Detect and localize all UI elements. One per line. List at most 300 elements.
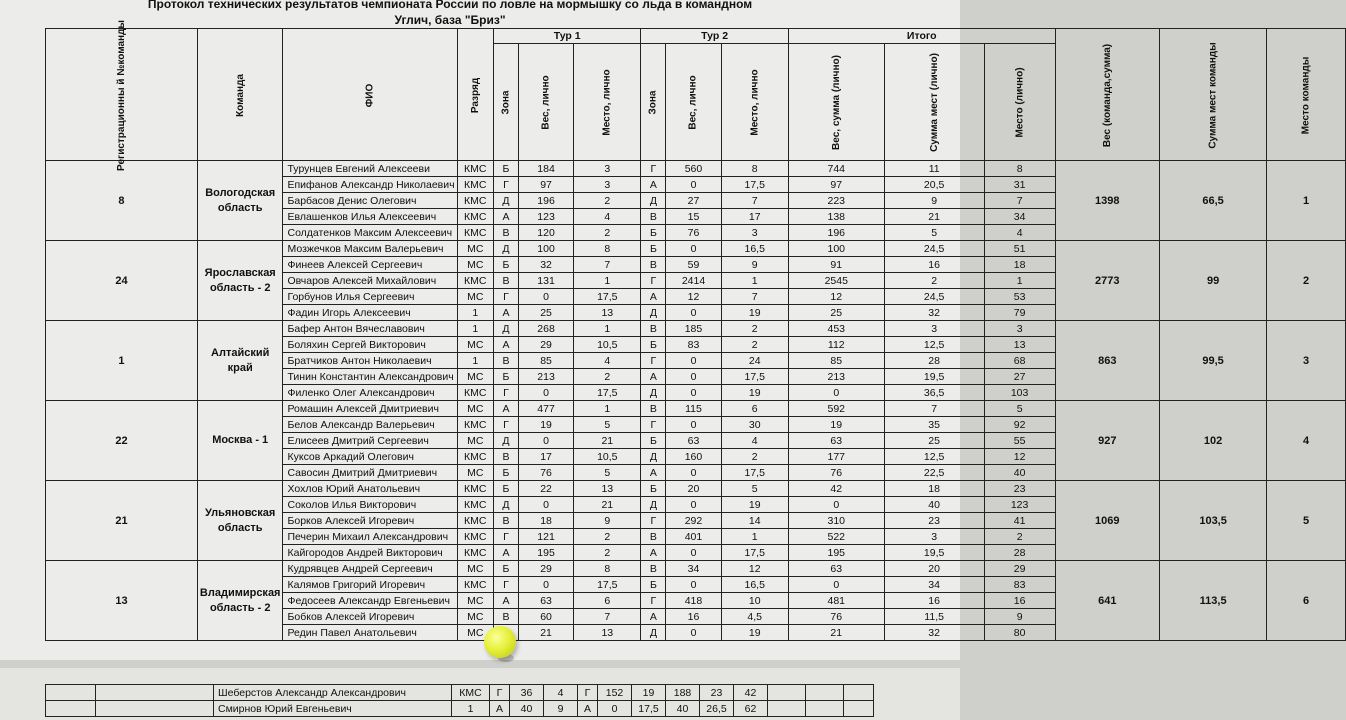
- cell-p2: 17,5: [721, 369, 788, 385]
- cell-w1: 76: [518, 465, 573, 481]
- team-name: Вологодская область: [197, 161, 283, 241]
- cell-ps: 16: [884, 593, 984, 609]
- cell-pf: 92: [984, 417, 1055, 433]
- cell-w2: 2414: [666, 273, 721, 289]
- cell-ps: 23: [884, 513, 984, 529]
- cell-z1: Д: [493, 241, 518, 257]
- cell-p2: 16,5: [721, 241, 788, 257]
- cell-p1: 2: [574, 369, 641, 385]
- cell-p1: 21: [574, 433, 641, 449]
- team-place: 4: [1267, 401, 1346, 481]
- cell-z2: Д: [641, 193, 666, 209]
- cell-pf: 18: [984, 257, 1055, 273]
- cell-z1: А: [493, 545, 518, 561]
- cell-w1: 40: [510, 701, 544, 717]
- cell-p2: 19: [632, 685, 666, 701]
- cell-rank: КМС: [457, 545, 493, 561]
- cell-p2: 7: [721, 193, 788, 209]
- athlete-name: Фадин Игорь Алексеевич: [283, 305, 457, 321]
- cell-p1: 13: [574, 481, 641, 497]
- cell-p2: 19: [721, 305, 788, 321]
- cell-z1: Д: [493, 497, 518, 513]
- cell-pf: 27: [984, 369, 1055, 385]
- push-pin-icon: [484, 626, 516, 658]
- cell-ps: 19,5: [884, 545, 984, 561]
- cell-w1: 60: [518, 609, 573, 625]
- cell-ps: 23: [700, 685, 734, 701]
- athlete-name: Боляхин Сергей Викторович: [283, 337, 457, 353]
- cell-z1: Б: [493, 481, 518, 497]
- cell-p2: 12: [721, 561, 788, 577]
- cell-ws: 76: [788, 609, 884, 625]
- athlete-name: Елисеев Дмитрий Сергеевич: [283, 433, 457, 449]
- cell-p1: 13: [574, 305, 641, 321]
- cell-z2: Б: [641, 577, 666, 593]
- cell-w1: 29: [518, 561, 573, 577]
- cell-z1: Д: [493, 433, 518, 449]
- col-rank: Разряд: [457, 29, 493, 161]
- cell-w2: 15: [666, 209, 721, 225]
- cell-pf: 42: [734, 685, 768, 701]
- cell-z2: Б: [641, 481, 666, 497]
- cell-rank: КМС: [457, 417, 493, 433]
- cell-ws: 97: [788, 177, 884, 193]
- cell-z1: В: [493, 449, 518, 465]
- cell-empty: [806, 701, 844, 717]
- team-place: 2: [1267, 241, 1346, 321]
- athlete-name: Солдатенков Максим Алексеевич: [283, 225, 457, 241]
- cell-ws: 85: [788, 353, 884, 369]
- col-weight1: Вес, лично: [518, 44, 573, 161]
- cell-rank: МС: [457, 257, 493, 273]
- cell-p2: 9: [721, 257, 788, 273]
- cell-pf: 4: [984, 225, 1055, 241]
- cell-w1: 18: [518, 513, 573, 529]
- cell-pf: 68: [984, 353, 1055, 369]
- col-place-final: Место (лично): [984, 44, 1055, 161]
- cell-ws: 63: [788, 561, 884, 577]
- cell-z2: Д: [641, 625, 666, 641]
- cell-empty: [96, 701, 214, 717]
- cell-p1: 2: [574, 193, 641, 209]
- cell-rank: МС: [457, 609, 493, 625]
- cell-w2: 0: [666, 625, 721, 641]
- cell-ws: 91: [788, 257, 884, 273]
- team-reg-number: 1: [46, 321, 198, 401]
- team-name: Алтайский край: [197, 321, 283, 401]
- cell-empty: [768, 685, 806, 701]
- cell-z2: Д: [641, 305, 666, 321]
- cell-p1: 21: [574, 497, 641, 513]
- cell-w1: 195: [518, 545, 573, 561]
- team-reg-number: 22: [46, 401, 198, 481]
- group-header-row: [46, 29, 1346, 44]
- cell-ws: 40: [666, 701, 700, 717]
- cell-z1: Г: [490, 685, 510, 701]
- cell-z1: Г: [493, 417, 518, 433]
- cell-z1: Г: [493, 385, 518, 401]
- cell-w2: 0: [666, 241, 721, 257]
- cell-ps: 24,5: [884, 289, 984, 305]
- cell-p1: 2: [574, 225, 641, 241]
- team-reg-number: 21: [46, 481, 198, 561]
- cell-pf: 28: [984, 545, 1055, 561]
- cell-z2: В: [641, 321, 666, 337]
- cell-rank: КМС: [457, 497, 493, 513]
- team-weight: 1069: [1055, 481, 1159, 561]
- cell-p2: 17,5: [632, 701, 666, 717]
- cell-w1: 19: [518, 417, 573, 433]
- cell-w2: 0: [666, 305, 721, 321]
- athlete-name: Бобков Алексей Игоревич: [283, 609, 457, 625]
- cell-z2: Б: [641, 241, 666, 257]
- cell-rank: 1: [452, 701, 490, 717]
- col-team-places: Сумма мест команды: [1159, 29, 1266, 161]
- cell-w1: 17: [518, 449, 573, 465]
- cell-rank: КМС: [457, 513, 493, 529]
- cell-w2: 83: [666, 337, 721, 353]
- cell-z2: В: [641, 561, 666, 577]
- athlete-name: Ромашин Алексей Дмитриевич: [283, 401, 457, 417]
- cell-w1: 131: [518, 273, 573, 289]
- col-team-weight: Вес (команда,сумма): [1055, 29, 1159, 161]
- cell-p1: 1: [574, 321, 641, 337]
- athlete-name: Калямов Григорий Игоревич: [283, 577, 457, 593]
- cell-p1: 2: [574, 529, 641, 545]
- cell-empty: [96, 685, 214, 701]
- cell-w2: 160: [666, 449, 721, 465]
- cell-rank: МС: [457, 561, 493, 577]
- cell-ps: 9: [884, 193, 984, 209]
- cell-ws: 744: [788, 161, 884, 177]
- team-weight: 2773: [1055, 241, 1159, 321]
- cell-p2: 17: [721, 209, 788, 225]
- cell-z1: Д: [493, 193, 518, 209]
- cell-p1: 9: [544, 701, 578, 717]
- cell-ws: 42: [788, 481, 884, 497]
- cell-w2: 0: [666, 497, 721, 513]
- cell-p1: 8: [574, 241, 641, 257]
- cell-ps: 25: [884, 433, 984, 449]
- cell-w2: 0: [666, 177, 721, 193]
- team-places: 102: [1159, 401, 1266, 481]
- table-row: [46, 321, 1346, 337]
- cell-p2: 19: [721, 625, 788, 641]
- cell-z1: В: [493, 225, 518, 241]
- cell-pf: 80: [984, 625, 1055, 641]
- team-places: 103,5: [1159, 481, 1266, 561]
- cell-w2: 0: [666, 577, 721, 593]
- cell-w1: 268: [518, 321, 573, 337]
- cell-z2: А: [578, 701, 598, 717]
- cell-pf: 12: [984, 449, 1055, 465]
- cell-w1: 100: [518, 241, 573, 257]
- col-place2: Место, лично: [721, 44, 788, 161]
- cell-w2: 560: [666, 161, 721, 177]
- cell-pf: 41: [984, 513, 1055, 529]
- cell-p2: 7: [721, 289, 788, 305]
- cell-ps: 18: [884, 481, 984, 497]
- cell-ws: 76: [788, 465, 884, 481]
- cell-w2: 418: [666, 593, 721, 609]
- table-row: [46, 161, 1346, 177]
- cell-w2: 292: [666, 513, 721, 529]
- cell-p2: 16,5: [721, 577, 788, 593]
- athlete-name: Борков Алексей Игоревич: [283, 513, 457, 529]
- col-places-sum: Сумма мест (лично): [884, 44, 984, 161]
- cell-w2: 0: [666, 465, 721, 481]
- cell-ws: 2545: [788, 273, 884, 289]
- cell-w2: 115: [666, 401, 721, 417]
- cell-ps: 32: [884, 305, 984, 321]
- cell-p2: 2: [721, 449, 788, 465]
- cell-empty: [844, 685, 874, 701]
- cell-w2: 59: [666, 257, 721, 273]
- col-zone2: Зона: [641, 44, 666, 161]
- cell-rank: КМС: [457, 193, 493, 209]
- cell-z2: Д: [641, 385, 666, 401]
- second-sheet-table: [45, 684, 874, 717]
- team-name: Москва - 1: [197, 401, 283, 481]
- cell-z1: Г: [493, 177, 518, 193]
- cell-p2: 2: [721, 321, 788, 337]
- cell-p2: 5: [721, 481, 788, 497]
- cell-p1: 7: [574, 257, 641, 273]
- athlete-name: Турунцев Евгений Алексееви: [283, 161, 457, 177]
- cell-w2: 0: [666, 369, 721, 385]
- team-name: Ярославская область - 2: [197, 241, 283, 321]
- cell-w2: 27: [666, 193, 721, 209]
- cell-z1: А: [490, 701, 510, 717]
- cell-empty: [806, 685, 844, 701]
- cell-z2: А: [641, 465, 666, 481]
- cell-w2: 34: [666, 561, 721, 577]
- athlete-name: Куксов Аркадий Олегович: [283, 449, 457, 465]
- team-weight: 1398: [1055, 161, 1159, 241]
- cell-z2: Б: [641, 337, 666, 353]
- col-team: Команда: [197, 29, 283, 161]
- athlete-name: Савосин Дмитрий Дмитриевич: [283, 465, 457, 481]
- cell-ws: 522: [788, 529, 884, 545]
- cell-ps: 21: [884, 209, 984, 225]
- cell-ps: 35: [884, 417, 984, 433]
- team-reg-number: 24: [46, 241, 198, 321]
- cell-ws: 453: [788, 321, 884, 337]
- cell-ps: 19,5: [884, 369, 984, 385]
- cell-pf: 9: [984, 609, 1055, 625]
- athlete-name: Филенко Олег Александрович: [283, 385, 457, 401]
- cell-rank: КМС: [457, 273, 493, 289]
- athlete-name: Шеберстов Александр Александрович: [214, 685, 452, 701]
- cell-pf: 55: [984, 433, 1055, 449]
- cell-z1: Б: [493, 369, 518, 385]
- cell-z2: А: [641, 177, 666, 193]
- team-weight: 863: [1055, 321, 1159, 401]
- cell-z2: Г: [641, 593, 666, 609]
- cell-rank: МС: [457, 465, 493, 481]
- cell-empty: [46, 701, 96, 717]
- table-row: [46, 685, 874, 701]
- cell-rank: МС: [457, 337, 493, 353]
- athlete-name: Хохлов Юрий Анатольевич: [283, 481, 457, 497]
- cell-p1: 17,5: [574, 385, 641, 401]
- cell-p2: 30: [721, 417, 788, 433]
- cell-w2: 0: [666, 385, 721, 401]
- cell-w1: 32: [518, 257, 573, 273]
- athlete-name: Евлашенков Илья Алексеевич: [283, 209, 457, 225]
- cell-w2: 12: [666, 289, 721, 305]
- cell-rank: 1: [457, 321, 493, 337]
- cell-w2: 185: [666, 321, 721, 337]
- cell-z1: Б: [493, 257, 518, 273]
- cell-rank: КМС: [457, 577, 493, 593]
- cell-ps: 7: [884, 401, 984, 417]
- cell-rank: КМС: [457, 449, 493, 465]
- cell-p1: 10,5: [574, 449, 641, 465]
- cell-ps: 22,5: [884, 465, 984, 481]
- col-team-place: Место команды: [1267, 29, 1346, 161]
- cell-ps: 24,5: [884, 241, 984, 257]
- cell-p2: 1: [721, 273, 788, 289]
- athlete-name: Тинин Константин Александрович: [283, 369, 457, 385]
- cell-ws: 12: [788, 289, 884, 305]
- cell-rank: КМС: [457, 209, 493, 225]
- cell-ws: 21: [788, 625, 884, 641]
- cell-w1: 120: [518, 225, 573, 241]
- cell-w1: 0: [518, 385, 573, 401]
- cell-z1: В: [493, 513, 518, 529]
- cell-p2: 24: [721, 353, 788, 369]
- cell-p2: 14: [721, 513, 788, 529]
- team-weight: 927: [1055, 401, 1159, 481]
- cell-pf: 8: [984, 161, 1055, 177]
- athlete-name: Кайгородов Андрей Викторович: [283, 545, 457, 561]
- cell-p1: 4: [574, 353, 641, 369]
- cell-pf: 3: [984, 321, 1055, 337]
- cell-z2: Д: [641, 497, 666, 513]
- cell-ps: 26,5: [700, 701, 734, 717]
- team-places: 99,5: [1159, 321, 1266, 401]
- team-place: 6: [1267, 561, 1346, 641]
- cell-z1: А: [493, 593, 518, 609]
- cell-ps: 12,5: [884, 449, 984, 465]
- athlete-name: Овчаров Алексей Михайлович: [283, 273, 457, 289]
- cell-z2: Г: [641, 273, 666, 289]
- athlete-name: Бафер Антон Вячеславович: [283, 321, 457, 337]
- cell-w1: 123: [518, 209, 573, 225]
- cell-p2: 19: [721, 385, 788, 401]
- team-places: 113,5: [1159, 561, 1266, 641]
- cell-w1: 213: [518, 369, 573, 385]
- cell-pf: 13: [984, 337, 1055, 353]
- cell-rank: МС: [457, 593, 493, 609]
- cell-p2: 19: [721, 497, 788, 513]
- cell-z1: А: [493, 337, 518, 353]
- cell-p2: 6: [721, 401, 788, 417]
- col-zone1: Зона: [493, 44, 518, 161]
- table-row: [46, 561, 1346, 577]
- cell-ps: 16: [884, 257, 984, 273]
- cell-z2: Б: [641, 225, 666, 241]
- cell-p1: 4: [574, 209, 641, 225]
- cell-p1: 3: [574, 177, 641, 193]
- cell-z2: Г: [578, 685, 598, 701]
- cell-ws: 481: [788, 593, 884, 609]
- cell-w1: 0: [518, 577, 573, 593]
- cell-rank: КМС: [457, 529, 493, 545]
- team-place: 3: [1267, 321, 1346, 401]
- cell-rank: МС: [457, 433, 493, 449]
- cell-ws: 100: [788, 241, 884, 257]
- team-reg-number: 13: [46, 561, 198, 641]
- cell-p1: 7: [574, 609, 641, 625]
- cell-z2: А: [641, 545, 666, 561]
- cell-ws: 177: [788, 449, 884, 465]
- cell-z2: А: [641, 609, 666, 625]
- cell-z1: В: [493, 273, 518, 289]
- athlete-name: Барбасов Денис Олегович: [283, 193, 457, 209]
- table-row: [46, 241, 1346, 257]
- col-reg: Регистрационны й №команды: [46, 29, 198, 161]
- cell-rank: МС: [457, 401, 493, 417]
- cell-p1: 17,5: [574, 289, 641, 305]
- team-place: 1: [1267, 161, 1346, 241]
- cell-pf: 2: [984, 529, 1055, 545]
- cell-w1: 184: [518, 161, 573, 177]
- cell-z2: Г: [641, 417, 666, 433]
- cell-pf: 1: [984, 273, 1055, 289]
- cell-ps: 2: [884, 273, 984, 289]
- cell-rank: КМС: [457, 385, 493, 401]
- cell-w2: 401: [666, 529, 721, 545]
- athlete-name: Белов Александр Валерьевич: [283, 417, 457, 433]
- cell-ws: 592: [788, 401, 884, 417]
- cell-ws: 310: [788, 513, 884, 529]
- cell-ps: 11,5: [884, 609, 984, 625]
- cell-rank: КМС: [457, 481, 493, 497]
- cell-z1: А: [493, 209, 518, 225]
- team-places: 99: [1159, 241, 1266, 321]
- cell-rank: КМС: [457, 177, 493, 193]
- cell-ps: 32: [884, 625, 984, 641]
- second-sheet: [0, 668, 960, 720]
- cell-ps: 20,5: [884, 177, 984, 193]
- cell-ws: 188: [666, 685, 700, 701]
- cell-rank: МС: [457, 369, 493, 385]
- cell-pf: 5: [984, 401, 1055, 417]
- cell-p1: 3: [574, 161, 641, 177]
- col-group-itogo: Итого: [788, 29, 1055, 44]
- cell-ps: 11: [884, 161, 984, 177]
- cell-ws: 0: [788, 385, 884, 401]
- cell-p1: 10,5: [574, 337, 641, 353]
- cell-z2: В: [641, 209, 666, 225]
- cell-w1: 0: [518, 497, 573, 513]
- cell-pf: 123: [984, 497, 1055, 513]
- cell-ws: 196: [788, 225, 884, 241]
- cell-ws: 195: [788, 545, 884, 561]
- cell-z1: В: [493, 353, 518, 369]
- team-name: Ульяновская область: [197, 481, 283, 561]
- team-place: 5: [1267, 481, 1346, 561]
- cell-w2: 152: [598, 685, 632, 701]
- cell-p2: 3: [721, 225, 788, 241]
- protocol-title: Протокол технических результатов чемпионата России по ловле на мормышку со льда в командном: [147, 0, 753, 11]
- cell-rank: КМС: [457, 225, 493, 241]
- cell-w1: 97: [518, 177, 573, 193]
- cell-z2: Г: [641, 353, 666, 369]
- cell-pf: 62: [734, 701, 768, 717]
